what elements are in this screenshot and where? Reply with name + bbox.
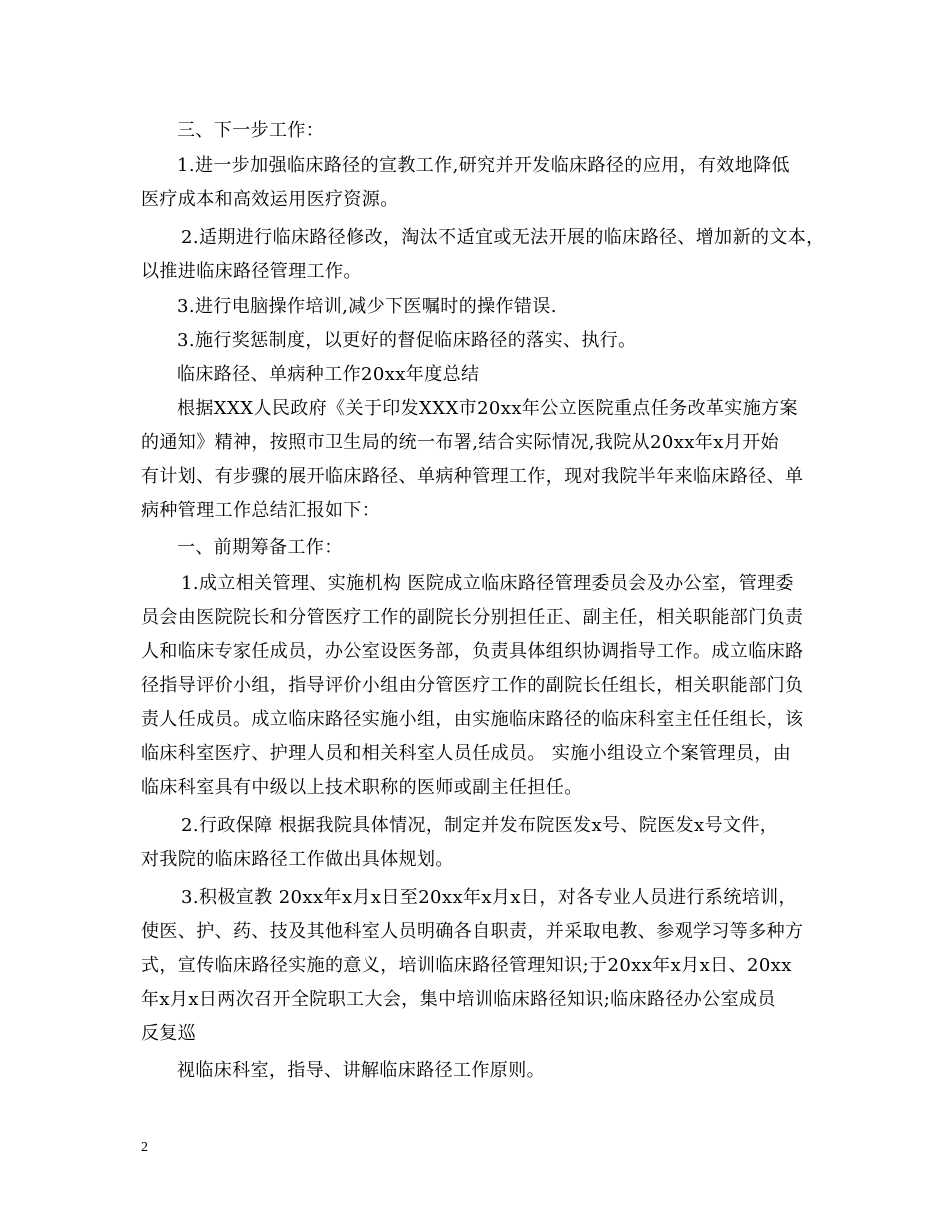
paragraph-line: 径指导评价小组，指导评价小组由分管医疗工作的副院长任组长，相关职能部门负 — [141, 675, 804, 696]
page-number: 2 — [141, 1140, 148, 1155]
paragraph-line: 2.行政保障 根据我院具体情况，制定并发布院医发x号、院医发x号文件， — [181, 815, 779, 836]
paragraph-line: 年x月x日两次召开全院职工大会，集中培训临床路径知识;临床路径办公室成员 — [141, 989, 776, 1010]
paragraph-line: 3.进行电脑操作培训,减少下医嘱时的操作错误. — [177, 296, 557, 317]
paragraph-line: 2.适期进行临床路径修改，淘汰不适宜或无法开展的临床路径、增加新的文本， — [181, 227, 825, 248]
paragraph-line: 对我院的临床路径工作做出具体规划。 — [141, 849, 454, 870]
paragraph-line: 反复巡 — [141, 1023, 197, 1044]
paragraph-line: 病种管理工作总结汇报如下： — [141, 500, 381, 521]
paragraph-line: 员会由医院院长和分管医疗工作的副院长分别担任正、副主任，相关职能部门负责 — [141, 607, 804, 628]
paragraph-line: 人和临床专家任成员，办公室设医务部，负责具体组织协调指导工作。成立临床路 — [141, 641, 804, 662]
summary-title: 临床路径、单病种工作20xx年度总结 — [177, 364, 480, 385]
paragraph-line: 视临床科室，指导、讲解临床路径工作原则。 — [177, 1060, 545, 1081]
paragraph-line: 1.进一步加强临床路径的宣教工作,研究并开发临床路径的应用，有效地降低 — [177, 155, 790, 176]
paragraph-line: 有计划、有步骤的展开临床路径、单病种管理工作，现对我院半年来临床路径、单 — [141, 466, 804, 487]
paragraph-line: 临床科室医疗、护理人员和相关科室人员任成员。 实施小组设立个案管理员，由 — [141, 743, 792, 764]
section-heading-preparation: 一、前期筹备工作： — [177, 537, 343, 558]
paragraph-line: 根据XXX人民政府《关于印发XXX市20xx年公立医院重点任务改革实施方案 — [177, 398, 798, 419]
paragraph-line: 1.成立相关管理、实施机构 医院成立临床路径管理委员会及办公室，管理委 — [181, 573, 794, 594]
paragraph-line: 责人任成员。成立临床路径实施小组，由实施临床路径的临床科室主任任组长，该 — [141, 709, 804, 730]
paragraph-line: 使医、护、药、技及其他科室人员明确各自职责，并采取电教、参观学习等多种方 — [141, 921, 804, 942]
paragraph-line: 医疗成本和高效运用医疗资源。 — [141, 189, 399, 210]
paragraph-line: 3.施行奖惩制度，以更好的督促临床路径的落实、执行。 — [177, 330, 637, 351]
paragraph-line: 临床科室具有中级以上技术职称的医师或副主任担任。 — [141, 777, 583, 798]
paragraph-line: 以推进临床路径管理工作。 — [141, 261, 362, 282]
paragraph-line: 3.积极宣教 20xx年x月x日至20xx年x月x日，对各专业人员进行系统培训， — [181, 887, 797, 908]
section-heading-next-steps: 三、下一步工作： — [177, 120, 325, 141]
paragraph-line: 的通知》精神，按照市卫生局的统一布署,结合实际情况,我院从20xx年x月开始 — [141, 432, 779, 453]
paragraph-line: 式，宣传临床路径实施的意义，培训临床路径管理知识;于20xx年x月x日、20xx — [141, 955, 792, 976]
